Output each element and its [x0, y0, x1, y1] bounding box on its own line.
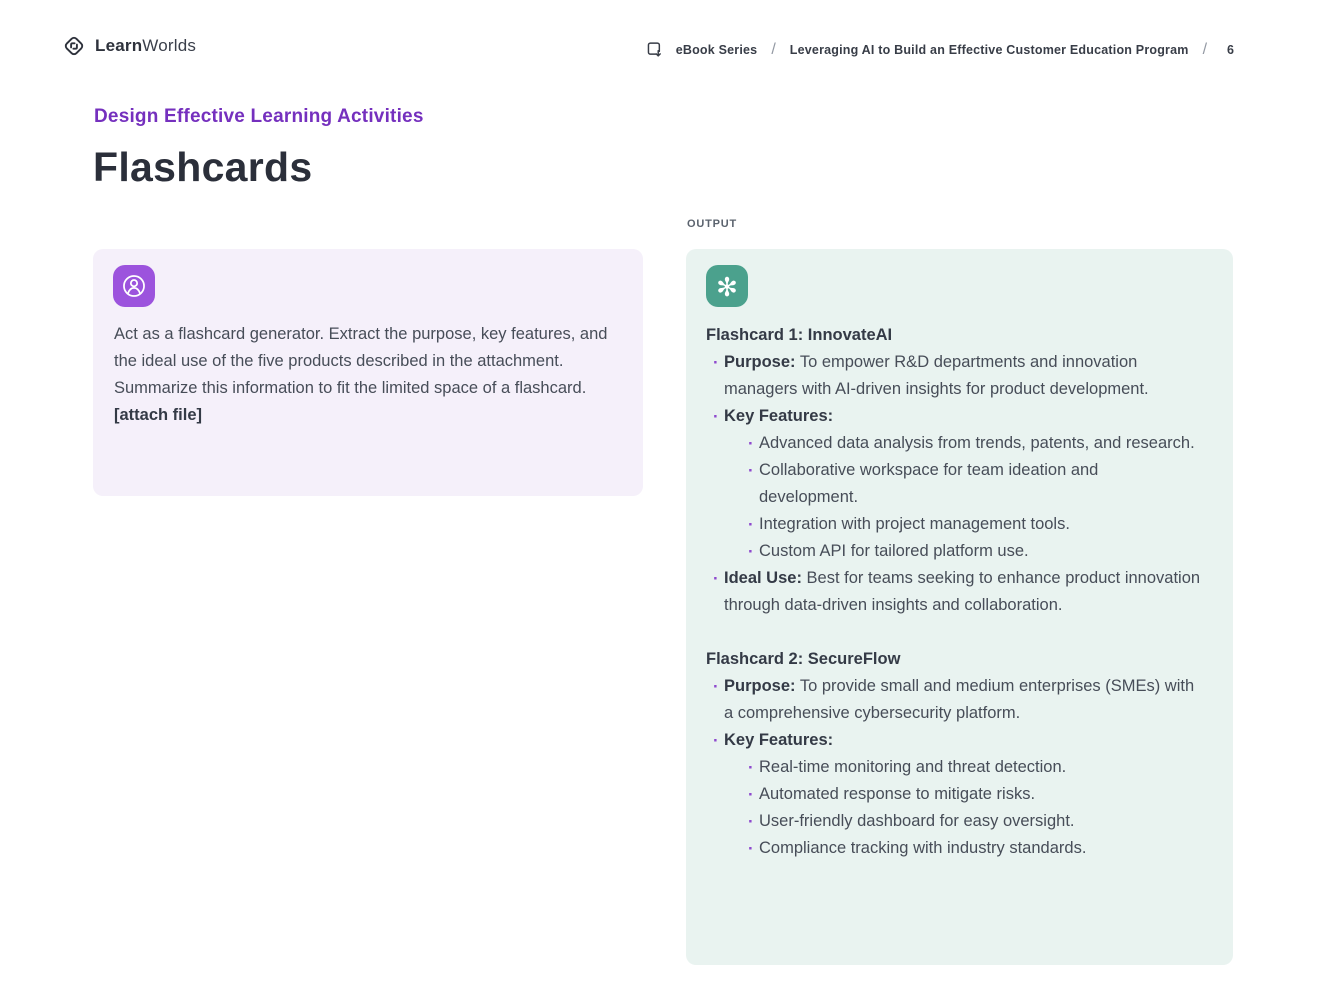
list-item-key-features [712, 727, 1213, 754]
subitem-text: Automated response to mitigate risks. [759, 785, 1036, 803]
breadcrumb-title[interactable]: Leveraging AI to Build an Effective Customer Education Program [789, 42, 1189, 57]
output-card [686, 249, 1233, 965]
prompt-body: Act as a flashcard generator. Extract the purpose, key features, and the ideal use of the five products described in the attachment. Summarize this information to fit the limited space of a flashcard. [114, 325, 608, 397]
breadcrumb-series[interactable]: eBook Series [675, 42, 758, 57]
item-label: Key Features: [724, 407, 834, 425]
bullet-icon: · [748, 434, 754, 453]
user-avatar-icon [113, 265, 155, 307]
subitem-text: Collaborative workspace for team ideation and development. [759, 461, 1099, 506]
subitem-text: Custom API for tailored platform use. [759, 542, 1029, 560]
list-item-purpose [712, 349, 1213, 403]
prompt-card [93, 249, 643, 496]
learnworlds-logo-icon [62, 34, 86, 58]
bullet-icon: · [748, 758, 754, 777]
item-text: Best for teams seeking to enhance product innovation through data-driven insights and collaboration. [724, 569, 1201, 614]
bullet-icon: · [748, 839, 754, 858]
page-title: Flashcards [93, 144, 313, 190]
bullet-icon: · [713, 677, 719, 696]
item-label: Purpose: [724, 353, 796, 371]
breadcrumb [645, 40, 1234, 59]
list-subitem [747, 430, 1213, 457]
item-text: To empower R&D departments and innovation managers with AI-driven insights for product development. [724, 353, 1149, 398]
list-subitem [747, 835, 1213, 862]
list-item-ideal-use [712, 565, 1213, 619]
list-subitem [747, 511, 1213, 538]
bullet-icon: · [748, 461, 754, 480]
flashcard-title: Flashcard 1: InnovateAI [706, 326, 893, 344]
item-text: To provide small and medium enterprises (SMEs) with a comprehensive cybersecurity platform. [724, 677, 1195, 722]
subitem-text: Advanced data analysis from trends, patents, and research. [759, 434, 1195, 452]
header [0, 0, 1328, 80]
bullet-icon: · [748, 515, 754, 534]
learnworlds-logo[interactable] [62, 34, 196, 58]
bullet-icon: · [713, 353, 719, 372]
chatgpt-knot-glyph: ✻ [716, 272, 738, 302]
item-label: Ideal Use: [724, 569, 802, 587]
bullet-icon: · [713, 407, 719, 426]
flashcard-title: Flashcard 2: SecureFlow [706, 650, 901, 668]
subitem-text: Compliance tracking with industry standards. [759, 839, 1087, 857]
section-eyebrow: Design Effective Learning Activities [94, 106, 424, 127]
item-label: Purpose: [724, 677, 796, 695]
breadcrumb-separator: / [771, 40, 776, 58]
subitem-text: User-friendly dashboard for easy oversight. [759, 812, 1075, 830]
bullet-icon: · [748, 812, 754, 831]
bullet-icon: · [748, 542, 754, 561]
output-label: OUTPUT [687, 218, 738, 230]
chatgpt-icon [706, 265, 748, 307]
subitem-text: Real-time monitoring and threat detection. [759, 758, 1067, 776]
list-subitem [747, 808, 1213, 835]
list-subitem [747, 781, 1213, 808]
list-subitem [747, 457, 1213, 511]
prompt-text [114, 321, 619, 429]
ebook-icon [645, 40, 664, 59]
list-subitem [747, 538, 1213, 565]
list-item-purpose [712, 673, 1213, 727]
list-item-key-features [712, 403, 1213, 430]
bullet-icon: · [748, 785, 754, 804]
page-number: 6 [1227, 42, 1234, 57]
learnworlds-logo-text: LearnWorlds [95, 36, 197, 55]
subitem-text: Integration with project management tools. [759, 515, 1070, 533]
list-subitem [747, 754, 1213, 781]
item-label: Key Features: [724, 731, 834, 749]
breadcrumb-separator: / [1202, 40, 1208, 58]
bullet-icon: · [713, 569, 719, 588]
attach-file-label: [attach file] [114, 406, 203, 424]
bullet-icon: · [713, 731, 719, 750]
